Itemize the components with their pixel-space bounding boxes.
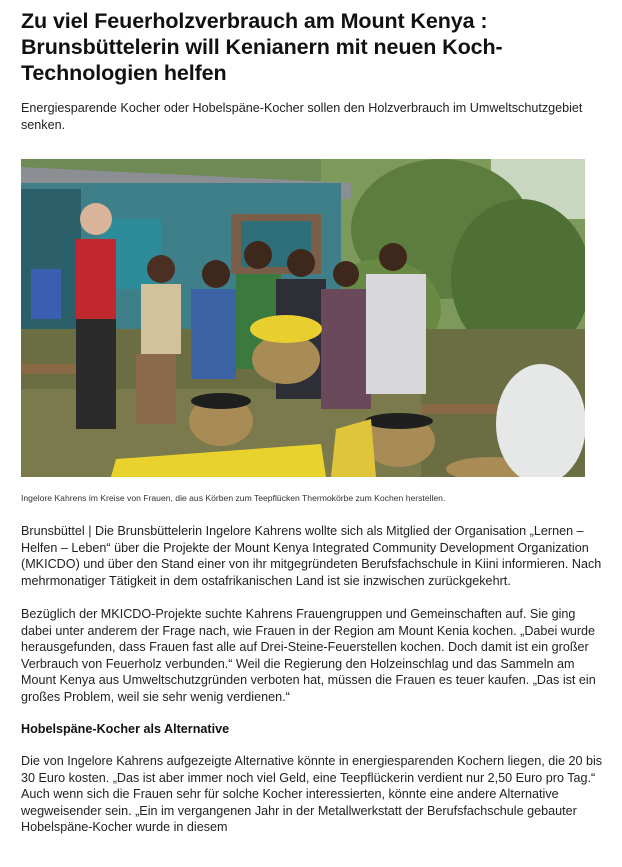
paragraph-3: Die von Ingelore Kahrens aufgezeigte Alternative könnte in energiesparenden Kochern liegen, die 20 bis 30 Euro kosten. „Das ist aber immer noch viel Geld, eine Teepflückerin verdient nur 2,50 Euro pro Tag.“ Auch wenn sich die Frauen sehr für solche Kocher interessierten, könnte eine andere Alternative wegweisender sein. „Ein im vergangenen Jahr in der Metallwerkstatt der Berufsfachschule gebauter Hobelspäne-Kocher wurde in diesem [21, 754, 603, 834]
article-title: Zu viel Feuerholzverbrauch am Mount Kenya : Brunsbüttelerin will Kenianern mit neuen Koch-Technologien helfen [21, 9, 503, 85]
article-photo[interactable] [21, 159, 585, 477]
photo-caption: Ingelore Kahrens im Kreise von Frauen, die aus Körben zum Teepflücken Thermokörbe zum Kochen herstellen. [21, 493, 446, 503]
article-lead: Energiesparende Kocher oder Hobelspäne-Kocher sollen den Holzverbrauch im Umweltschutzgebiet senken. [21, 101, 583, 132]
section-subheading: Hobelspäne-Kocher als Alternative [21, 722, 230, 736]
paragraph-2: Bezüglich der MKICDO-Projekte suchte Kahrens Frauengruppen und Gemeinschaften auf. Sie ging dabei unter anderem der Frage nach, wie Frauen in der Region am Mount Kenia kochen. „Dabei wurde herausgefunden, dass Frauen fast alle auf Drei-Steine-Feuerstellen kochen. Doch damit ist ein großer Verbrauch von Feuerholz verbunden.“ Weil die Regierung den Holzeinschlag und das Sammeln am Mount Kenya aus Umweltschutzgründen verboten hat, müssen die Frauen es teuer kaufen. „Das ist ein großes Problem, weil sie sehr wenig verdienen.“ [21, 607, 596, 704]
paragraph-1: Brunsbüttel | Die Brunsbüttelerin Ingelore Kahrens wollte sich als Mitglied der Organisation „Lernen – Helfen – Leben“ über die Projekte der Mount Kenya Integrated Community Development Organization (MKICDO) und über den Stand einer von ihr mitgegründeten Berufsfachschule in Kiini informieren. Nach mehrmonatiger Tätigkeit in dem ostafrikanischen Land ist sie inzwischen zurückgekehrt. [21, 524, 602, 588]
